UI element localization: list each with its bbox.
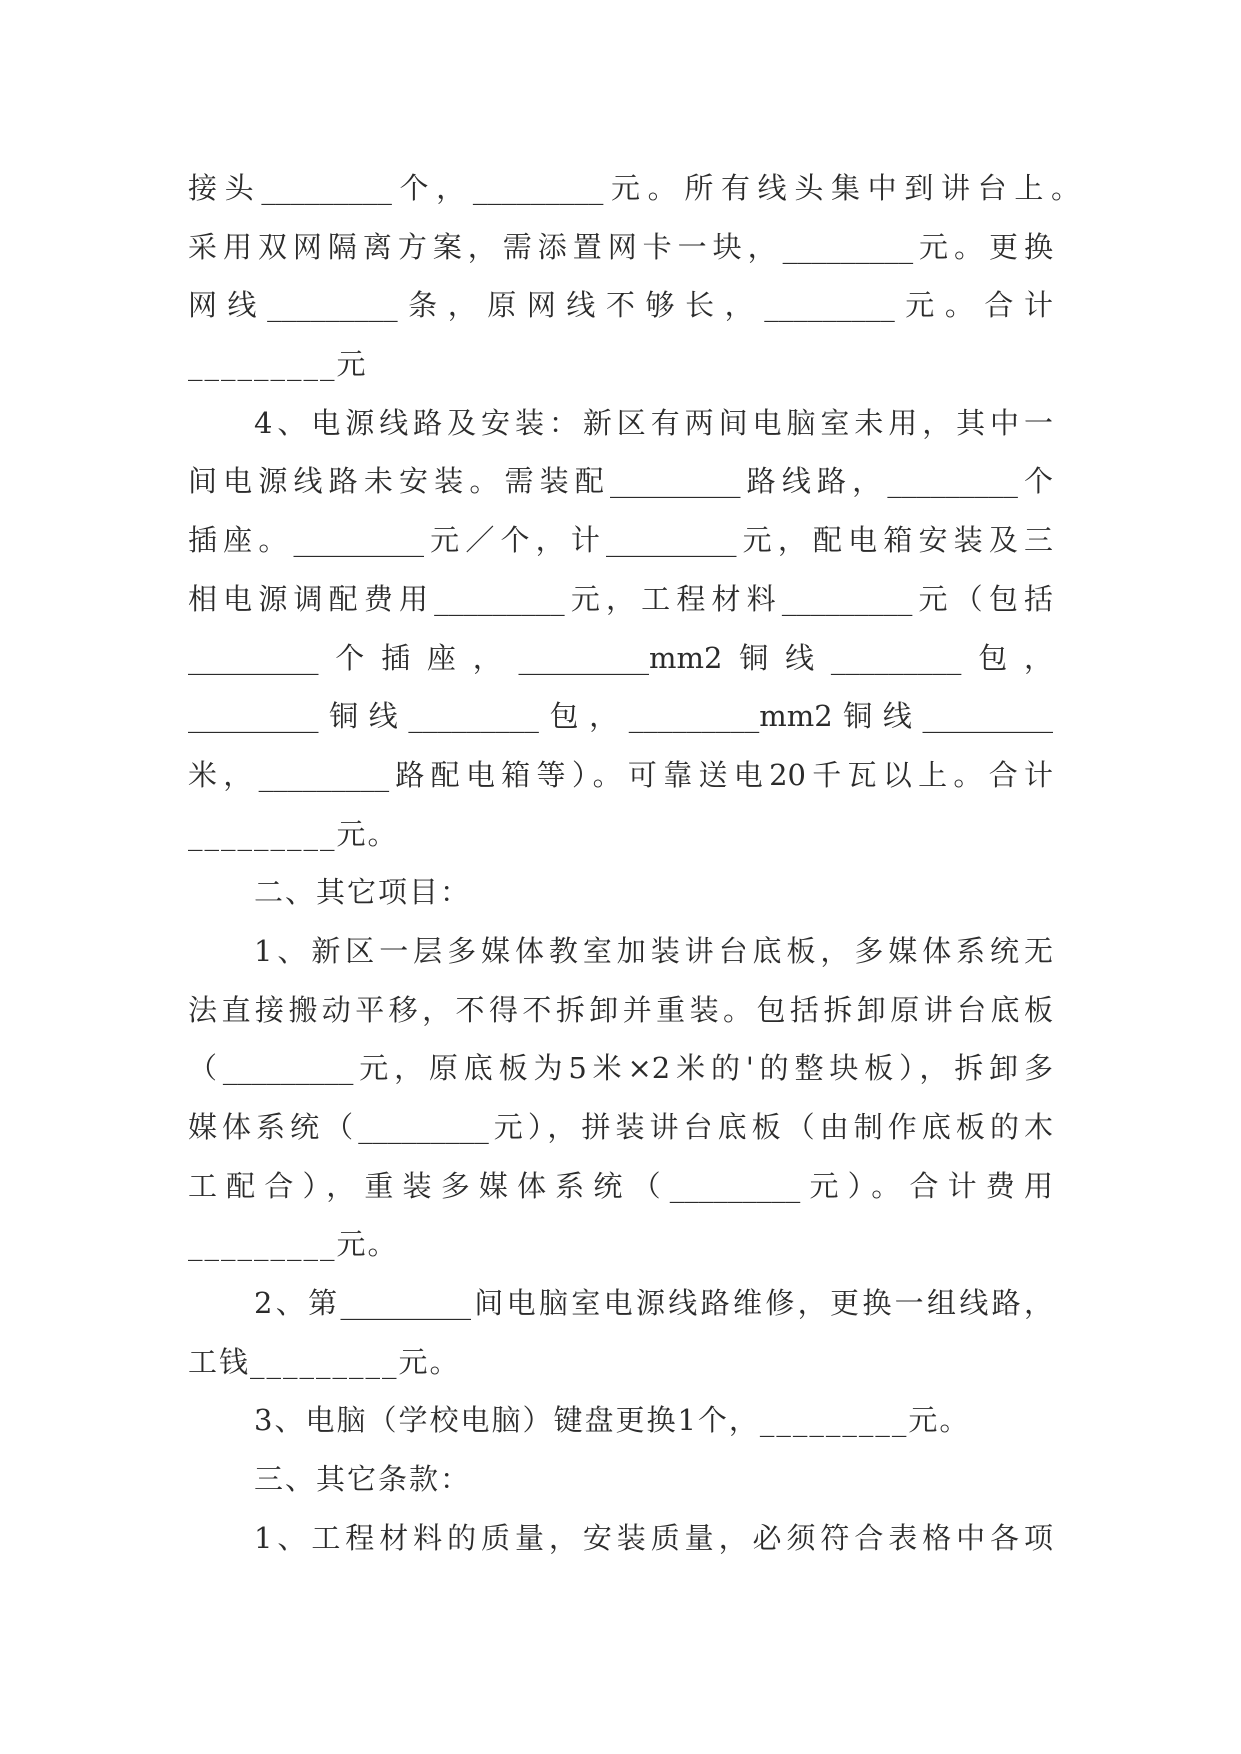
text-line: 采用双网隔离方案，需添置网卡一块，_________元。更换	[188, 229, 1053, 264]
text-line: 媒体系统（_________元），拼装讲台底板（由制作底板的木	[188, 1110, 1053, 1144]
text-line: _________铜线_________包，_________mm2铜线_________	[188, 699, 1053, 734]
text-line: 三、其它条款：	[254, 1462, 472, 1497]
paragraph	[188, 1274, 1053, 1391]
text-line: 插座。_________元／个，计_________元，配电箱安装及三	[188, 523, 1053, 558]
section-heading	[188, 1450, 1053, 1509]
text-line: 工钱_________元。	[188, 1344, 461, 1379]
text-line: （_________元，原底板为5米×2米的'的整块板），拆卸多	[188, 1051, 1053, 1086]
paragraph	[188, 1509, 1053, 1568]
text-line: 法直接搬动平移，不得不拆卸并重装。包括拆卸原讲台底板	[188, 992, 1053, 1027]
text-line: 二、其它项目：	[254, 875, 472, 910]
text-line: _________元	[188, 347, 368, 382]
text-line: 接头_________个，_________元。所有线头集中到讲台上。	[188, 171, 1080, 205]
text-line: 1、新区一层多媒体教室加装讲台底板，多媒体系统无	[254, 933, 1053, 968]
text-line: 相电源调配费用_________元，工程材料_________元（包括	[188, 581, 1053, 616]
text-line: 3、电脑（学校电脑）键盘更换1个，_________元。	[254, 1403, 971, 1438]
text-line: _________元。	[188, 1227, 399, 1262]
text-line: 4、电源线路及安装：新区有两间电脑室未用，其中一	[254, 405, 1053, 440]
paragraph	[188, 1391, 1053, 1450]
paragraph	[188, 922, 1053, 1274]
text-line: 米，_________路配电箱等）。可靠送电20千瓦以上。合计	[188, 757, 1053, 792]
text-line: 1、工程材料的质量，安装质量，必须符合表格中各项	[254, 1520, 1053, 1555]
section-heading	[188, 863, 1053, 922]
text-line: 2、第_________间电脑室电源线路维修，更换一组线路，	[254, 1286, 1053, 1321]
text-line: _________个插座，_________mm2铜线_________包，	[188, 640, 1053, 675]
text-line: 工配合），重装多媒体系统（_________元）。合计费用	[188, 1168, 1053, 1203]
text-line: 间电源线路未安装。需装配_________路线路，_________个	[188, 464, 1053, 499]
text-line: _________元。	[188, 816, 399, 851]
paragraph-continued	[188, 159, 1080, 394]
document-page	[188, 159, 1080, 1568]
paragraph	[188, 394, 1053, 864]
text-line: 网线_________条，原网线不够长，_________元。合计	[188, 288, 1053, 323]
